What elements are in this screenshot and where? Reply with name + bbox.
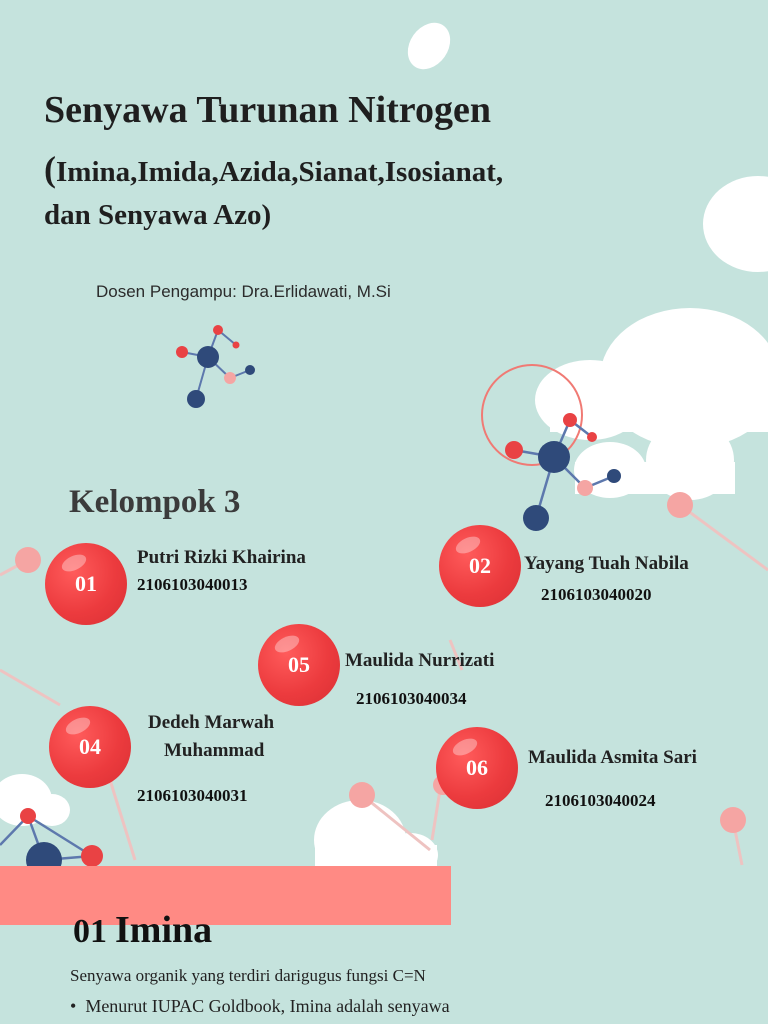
member-nim: 2106103040034 [356, 689, 467, 708]
member-number-badge: 02 [439, 525, 521, 607]
section-bullet [70, 996, 450, 1017]
member-number-badge: 01 [45, 543, 127, 625]
member-name: Maulida Asmita Sari [528, 747, 697, 768]
member-name-line-2: Muhammad [164, 740, 265, 761]
pin-head [15, 547, 41, 573]
lecturer-text: Dosen Pengampu: Dra.Erlidawati, M.Si [96, 282, 391, 301]
white-leaf-shape [399, 15, 459, 78]
subtitle-line-2: dan Senyawa Azo) [44, 199, 272, 231]
pin-head [349, 782, 375, 808]
pin-head [667, 492, 693, 518]
member-name: Putri Rizki Khairina [137, 547, 306, 568]
molecule-icon-left [176, 325, 255, 408]
section-title [73, 908, 212, 952]
cloud-large-right [535, 308, 768, 448]
bullet-text: Menurut IUPAC Goldbook, Imina adalah senyawa [85, 996, 450, 1016]
section-title-text: Imina [115, 909, 213, 951]
member-name: Yayang Tuah Nabila [524, 553, 689, 574]
bullet-icon: • [70, 996, 86, 1016]
member-number-badge: 05 [258, 624, 340, 706]
page-title: Senyawa Turunan Nitrogen [44, 89, 491, 131]
section-description: Senyawa organik yang terdiri darigugus fungsi C=N [70, 966, 426, 985]
member-name-line-1: Dedeh Marwah [148, 712, 275, 733]
member-nim: 2106103040013 [137, 575, 248, 594]
subtitle-paren: ( [44, 149, 56, 189]
member-nim: 2106103040020 [541, 585, 652, 604]
pin-head [720, 807, 746, 833]
subtitle-line-1: Imina,Imida,Azida,Sianat,Isosianat, [56, 156, 504, 188]
member-name: Maulida Nurrizati [345, 650, 495, 671]
member-nim: 2106103040024 [545, 791, 656, 810]
member-nim: 2106103040031 [137, 786, 248, 805]
section-number: 01 [73, 913, 107, 950]
member-number-badge: 04 [49, 706, 131, 788]
white-cloud-right-edge [703, 176, 768, 272]
member-number-badge: 06 [436, 727, 518, 809]
group-heading: Kelompok 3 [69, 484, 241, 520]
page-subtitle [44, 148, 644, 237]
